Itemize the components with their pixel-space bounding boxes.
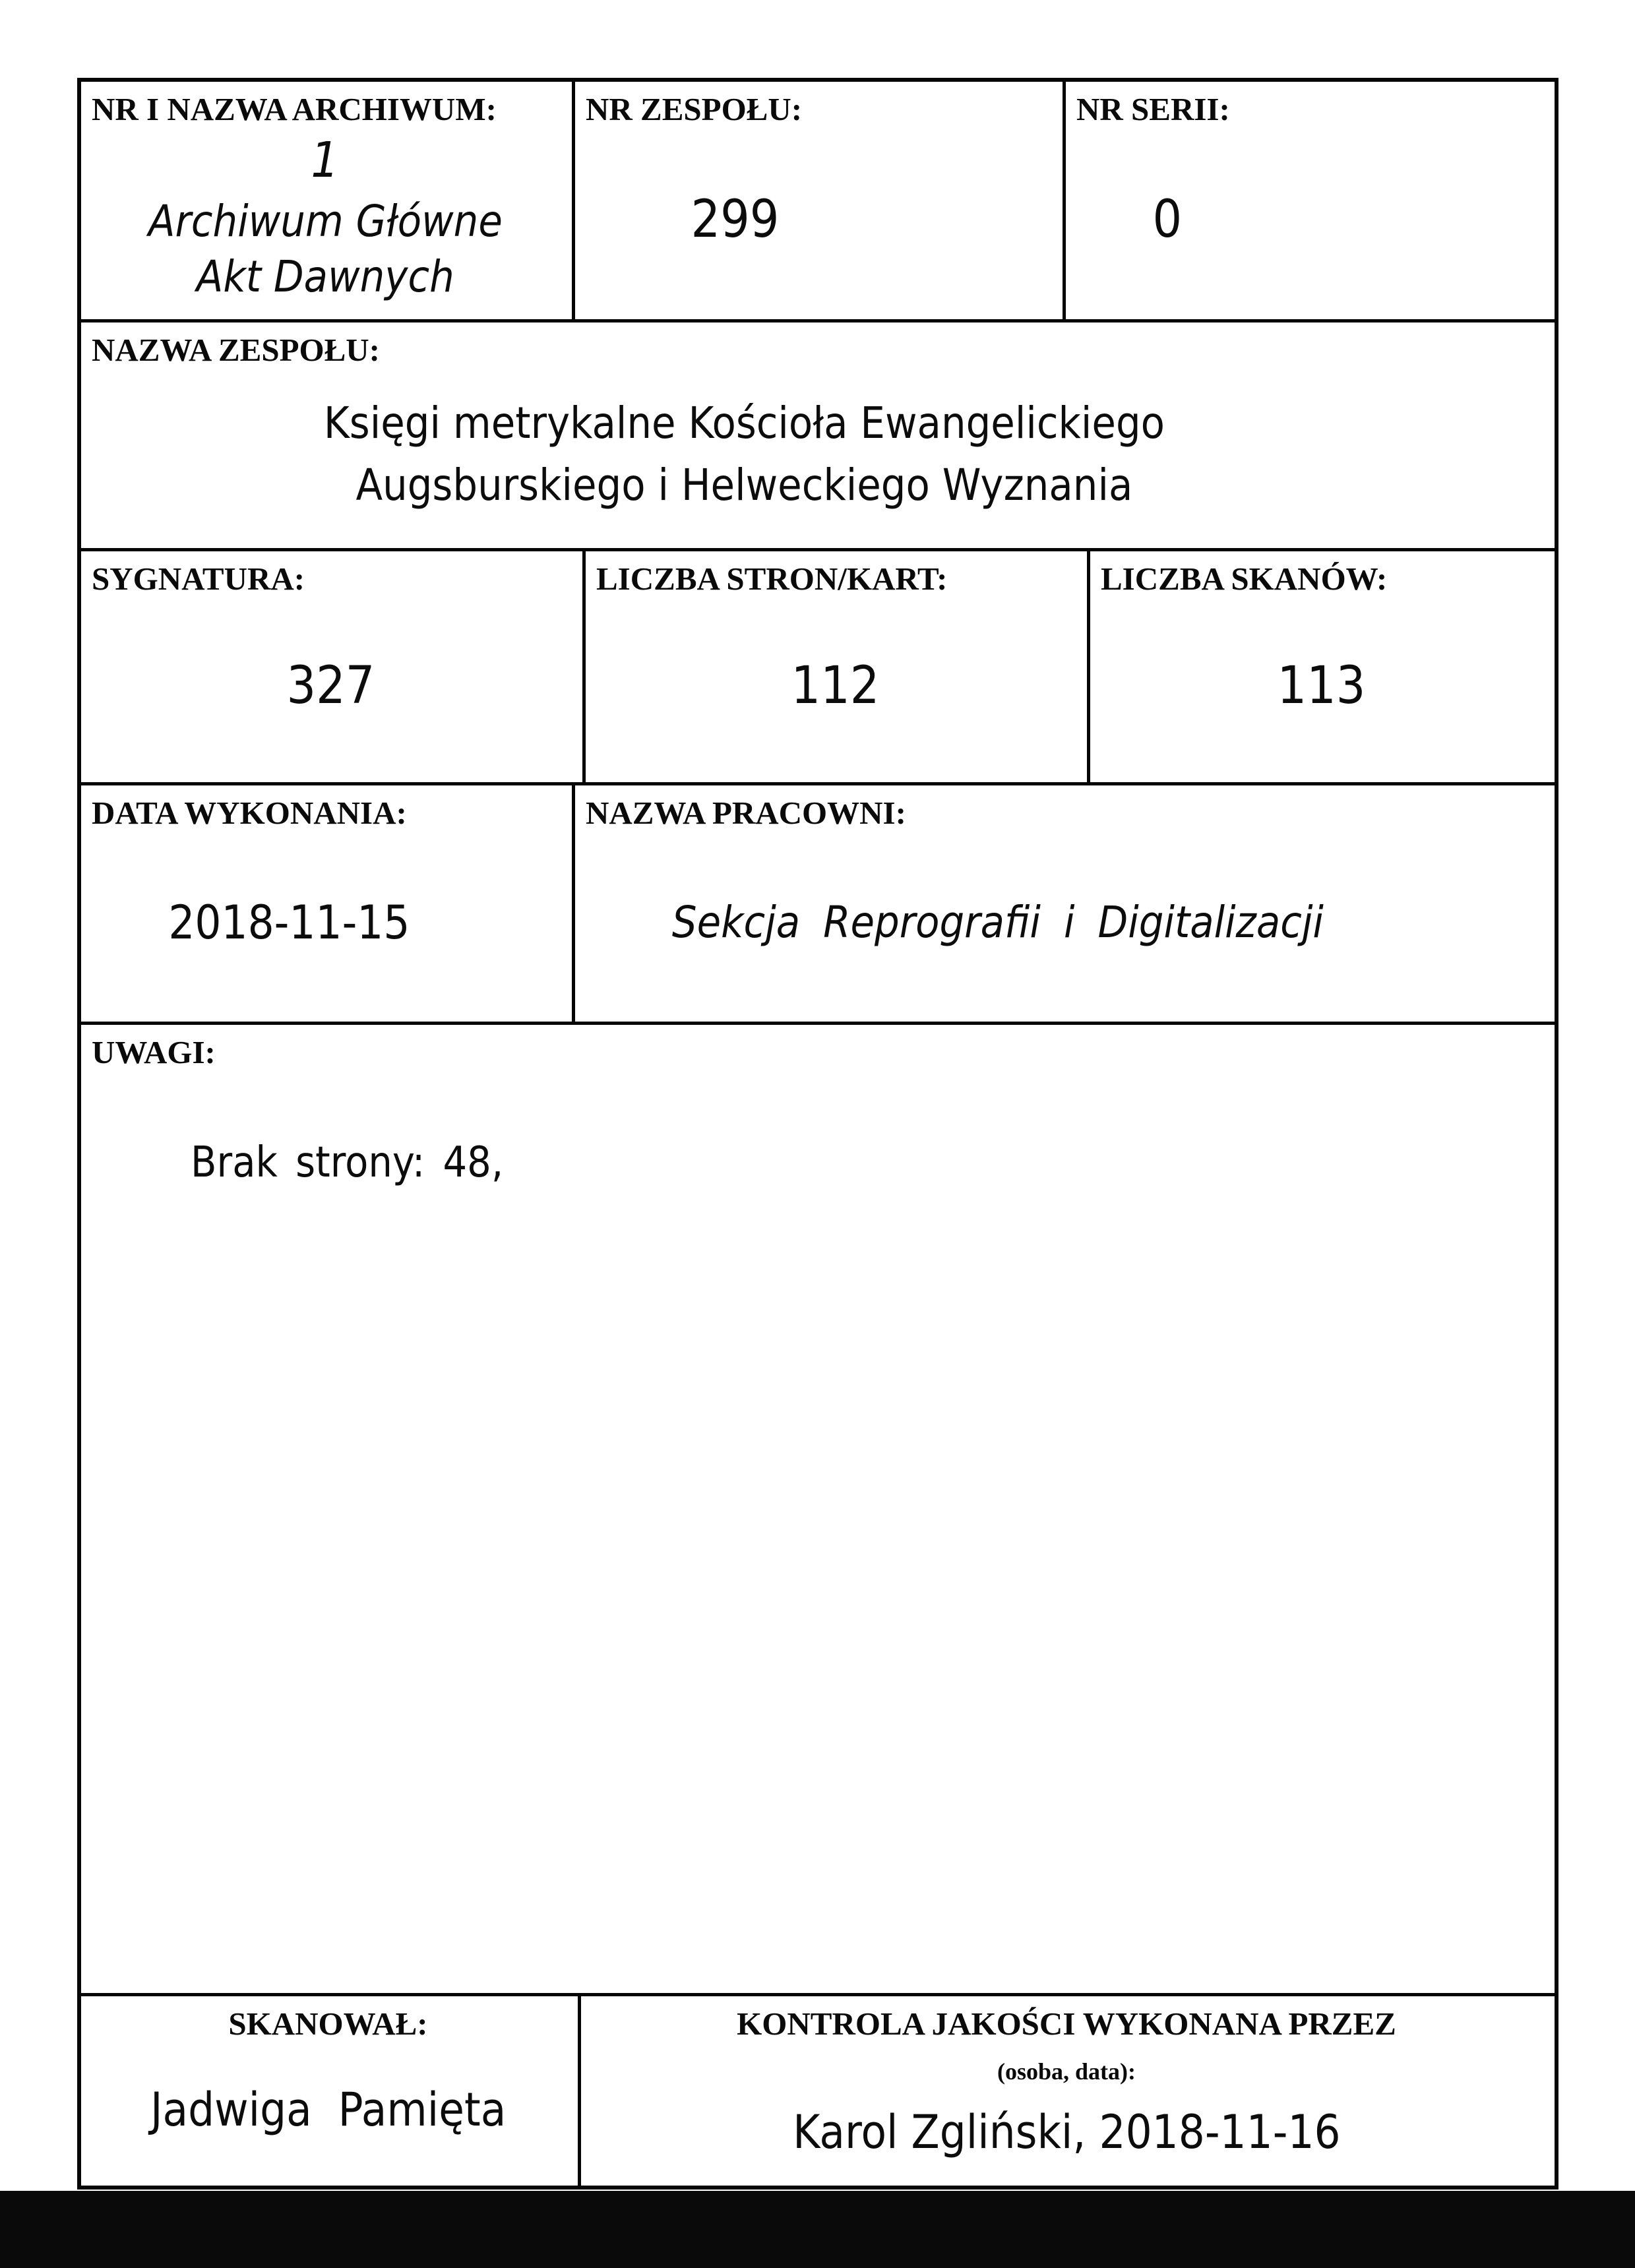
execution-date-value-block <box>92 830 559 1015</box>
workshop-value: Sekcja Reprografii i Digitalizacji <box>671 897 1324 948</box>
quality-control-sublabel: (osoba, data): <box>997 2058 1136 2085</box>
cell-fond-number <box>572 82 1063 319</box>
cell-quality-control <box>578 1996 1555 2186</box>
series-number-value: 0 <box>1152 189 1182 249</box>
signature-value-block <box>92 596 569 776</box>
quality-control-value-block <box>592 2085 1541 2179</box>
archive-label: NR I NAZWA ARCHIWUM: <box>92 91 497 127</box>
fond-number-label: NR ZESPOŁU: <box>586 91 803 127</box>
workshop-label: NAZWA PRACOWNI: <box>586 795 906 831</box>
pages-count-value: 112 <box>790 656 879 716</box>
cell-fond-name <box>81 322 1555 548</box>
row-fond-name <box>81 319 1555 548</box>
pages-count-value-block <box>596 596 1074 776</box>
signature-value: 327 <box>286 656 375 716</box>
cell-scans-count <box>1087 551 1555 782</box>
workshop-value-block <box>586 830 1541 1015</box>
scanned-by-value: Jadwiga Pamięta <box>150 2083 507 2137</box>
row-signature-pages-scans <box>81 548 1555 782</box>
scans-count-value: 113 <box>1276 656 1365 716</box>
scanned-by-label: SKANOWAŁ: <box>228 2006 428 2042</box>
signature-label: SYGNATURA: <box>92 561 305 597</box>
fond-name-label: NAZWA ZESPOŁU: <box>92 332 381 368</box>
quality-control-value: Karol Zgliński, 2018-11-16 <box>792 2105 1341 2160</box>
row-scanner-qc <box>81 1993 1555 2186</box>
scans-count-label: LICZBA SKANÓW: <box>1101 561 1388 597</box>
row-date-workshop <box>81 782 1555 1022</box>
archive-name-line1: Archiwum Główne <box>148 195 503 247</box>
fond-name-line2: Augsburskiego i Helweckiego Wyznania <box>355 459 1133 510</box>
cell-archive <box>81 82 572 319</box>
remarks-value-block <box>92 1069 1541 1986</box>
cell-signature <box>81 551 582 782</box>
cell-workshop <box>572 785 1555 1022</box>
scanned-by-value-block <box>92 2040 565 2179</box>
cell-pages-count <box>582 551 1087 782</box>
archive-name-line2: Akt Dawnych <box>196 251 454 302</box>
series-number-label: NR SERII: <box>1076 91 1230 127</box>
fond-number-value: 299 <box>691 189 780 249</box>
archive-number: 1 <box>311 131 340 189</box>
fond-name-line1: Księgi metrykalne Kościoła Ewangelickiego <box>323 397 1165 448</box>
fond-number-value-block <box>586 126 1049 313</box>
quality-control-label: KONTROLA JAKOŚCI WYKONANA PRZEZ <box>737 2006 1396 2042</box>
scans-count-value-block <box>1101 596 1541 776</box>
remarks-value: Brak strony: 48, <box>191 1138 504 1188</box>
cell-execution-date <box>81 785 572 1022</box>
cell-remarks <box>81 1025 1555 1993</box>
cell-series-number <box>1063 82 1555 319</box>
row-remarks <box>81 1022 1555 1993</box>
series-number-value-block <box>1076 126 1541 313</box>
pages-count-label: LICZBA STRON/KART: <box>596 561 948 597</box>
metadata-form-table <box>77 78 1558 2190</box>
cell-scanned-by <box>81 1996 578 2186</box>
remarks-label: UWAGI: <box>92 1034 216 1070</box>
execution-date-label: DATA WYKONANIA: <box>92 795 407 831</box>
fond-name-value-block <box>135 367 1353 541</box>
scan-edge-black-strip <box>0 2191 1635 2268</box>
archive-value-block <box>92 127 559 313</box>
execution-date-value: 2018-11-15 <box>168 895 410 950</box>
row-archive-fond-series <box>81 82 1555 319</box>
